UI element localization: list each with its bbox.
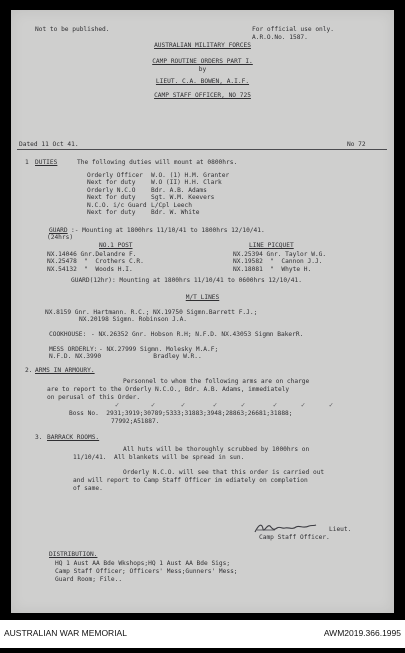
distribution-line-1: HQ 1 Aust AA Bde Wkshops;HQ 1 Aust AA Bde Sigs; (55, 560, 231, 567)
distribution-line-3: Guard Room; File.. (55, 576, 123, 583)
mt-lines-text-1: NX.8159 Gnr. Hartmann. R.C.; NX.19750 Sigmn.Barrett F.J.; (45, 309, 258, 316)
mt-lines-text-2: NX.20198 Sigmn. Robinson J.A. (79, 316, 188, 323)
guard-mounting-text: :- Mounting at 1800hrs 11/10/41 to 1800hrs 12/10/41. (71, 227, 265, 234)
guard-label: GUARD (49, 227, 68, 234)
check-mark-icon: ✓ (241, 401, 246, 409)
list-item: NX.19582 " Cannon J.J. (233, 258, 323, 266)
header-divider (17, 149, 387, 150)
barrack-text-2: 11/10/41. All blankets will be spread in sun. (73, 454, 245, 461)
arms-text-3: on perusal of this Order. (47, 394, 141, 401)
duty-row: Next for duty Sgt. W.M. Keevers (87, 194, 215, 202)
line-picquet-list (233, 251, 326, 273)
arms-heading: ARMS IN ARMOURY. (35, 367, 95, 374)
list-item: NX.25478 " Crothers C.R. (47, 258, 144, 266)
barrack-text-4: and will report to Camp Staff Officer im ediately on completion (73, 477, 308, 484)
check-mark-icon: ✓ (151, 401, 156, 409)
archive-footer (0, 620, 405, 648)
barrack-heading: BARRACK ROOMS. (47, 434, 100, 441)
order-date: Dated 11 Oct 41. (19, 141, 79, 148)
issuing-office: CAMP STAFF OFFICER, NO 725 (154, 92, 251, 99)
section-number-1: 1 (25, 159, 29, 166)
mess-orderly-label: MESS ORDERLY: (49, 346, 98, 353)
duties-intro: The following duties will mount at 0800hrs. (77, 159, 238, 166)
mess-orderly-text-2: N.F.D. NX.3990 Bradley W.R.. (49, 353, 202, 360)
arms-boss-numbers-2: 77992;A51887. (111, 418, 160, 425)
document-page (11, 10, 394, 613)
duty-row: N.C.O. i/c Guard L/Cpl Leech (87, 201, 192, 209)
list-item: NX.18081 " Whyte H. (233, 265, 312, 273)
order-number: No 72 (347, 141, 366, 148)
signatory-rank: Lieut. (329, 526, 352, 533)
by-line: by (198, 66, 207, 73)
check-mark-icon: ✓ (301, 401, 306, 409)
no1-post-list (47, 251, 144, 273)
check-mark-icon: ✓ (115, 401, 120, 409)
document-subtitle: CAMP ROUTINE ORDERS PART I. (152, 58, 253, 65)
check-mark-icon: ✓ (213, 401, 218, 409)
duties-heading: DUTIES (35, 159, 58, 166)
barrack-text-3: Orderly N.C.O. will see that this order is carried out (123, 469, 325, 476)
guard-duration: (24hrs) (47, 234, 74, 241)
line-picquet-heading: LINE PICQUET (249, 242, 294, 249)
arms-boss-numbers-1: Boss No. 2931;3919;30789;5333;31883;3948;28863;26681;31888; (69, 410, 293, 417)
distribution-line-2: Camp Staff Officer; Officers' Mess;Gunners' Mess; (55, 568, 238, 575)
document-title: AUSTRALIAN MILITARY FORCES (154, 42, 251, 49)
cookhouse-label: COOKHOUSE: (49, 331, 87, 338)
check-mark-icon: ✓ (329, 401, 334, 409)
arms-text-2: are to report to the Orderly N.C.O., Bdr. A.B. Adams, immediately (47, 386, 290, 393)
distribution-heading: DISTRIBUTION. (49, 551, 98, 558)
duty-roster (87, 172, 229, 216)
list-item: NX.14046 Gnr.Delandre F. (47, 251, 137, 258)
no1-post-heading: NO.1 POST (99, 242, 133, 249)
check-mark-icon: ✓ (181, 401, 186, 409)
list-item: NX.54132 " Woods H.I. (47, 265, 133, 273)
duty-row: Next for duty Bdr. W. White (87, 208, 200, 216)
mt-lines-heading: M/T LINES (185, 294, 220, 301)
order-reference: A.R.O.No. 1587. (252, 34, 308, 41)
arms-text-1: Personnel to whom the following arms are on charge (123, 378, 310, 385)
cookhouse-text: - NX.26352 Gnr. Hobson R.H; N.F.D. NX.43053 Sigmn BakerR. (91, 331, 304, 338)
section-number-3: 3. (35, 434, 43, 441)
not-published-note: Not to be published. (35, 26, 110, 33)
official-use-note: For official use only. (252, 26, 334, 33)
list-item: NX.25394 Gnr. Taylor W.G. (233, 251, 327, 258)
mess-orderly-text-1: - NX.27999 Sigmn. Molesky M.A.F; (99, 346, 219, 353)
issuing-officer: LIEUT. C.A. BOWEN, A.I.F. (155, 78, 250, 85)
signatory-title: Camp Staff Officer. (259, 534, 330, 541)
duty-row: Next for duty W.O (II) H.H. Clark (87, 179, 222, 187)
check-mark-icon: ✓ (273, 401, 278, 409)
barrack-text-1: All huts will be thoroughly scrubbed by 1000hrs on (123, 446, 310, 453)
footer-accession-number: AWM2019.366.1995 (323, 628, 401, 638)
barrack-text-5: of same. (73, 485, 103, 492)
footer-institution: AUSTRALIAN WAR MEMORIAL (4, 628, 127, 638)
duty-row: Orderly Officer W.O. (1) H.M. Granter (87, 172, 230, 179)
section-number-2: 2. (25, 367, 33, 374)
guard-12hr-text: GUARD(12hr): Mounting at 1800hrs 11/10/41 to 0600hrs 12/10/41. (71, 277, 302, 284)
duty-row: Orderly N.C.O Bdr. A.B. Adams (87, 186, 207, 194)
